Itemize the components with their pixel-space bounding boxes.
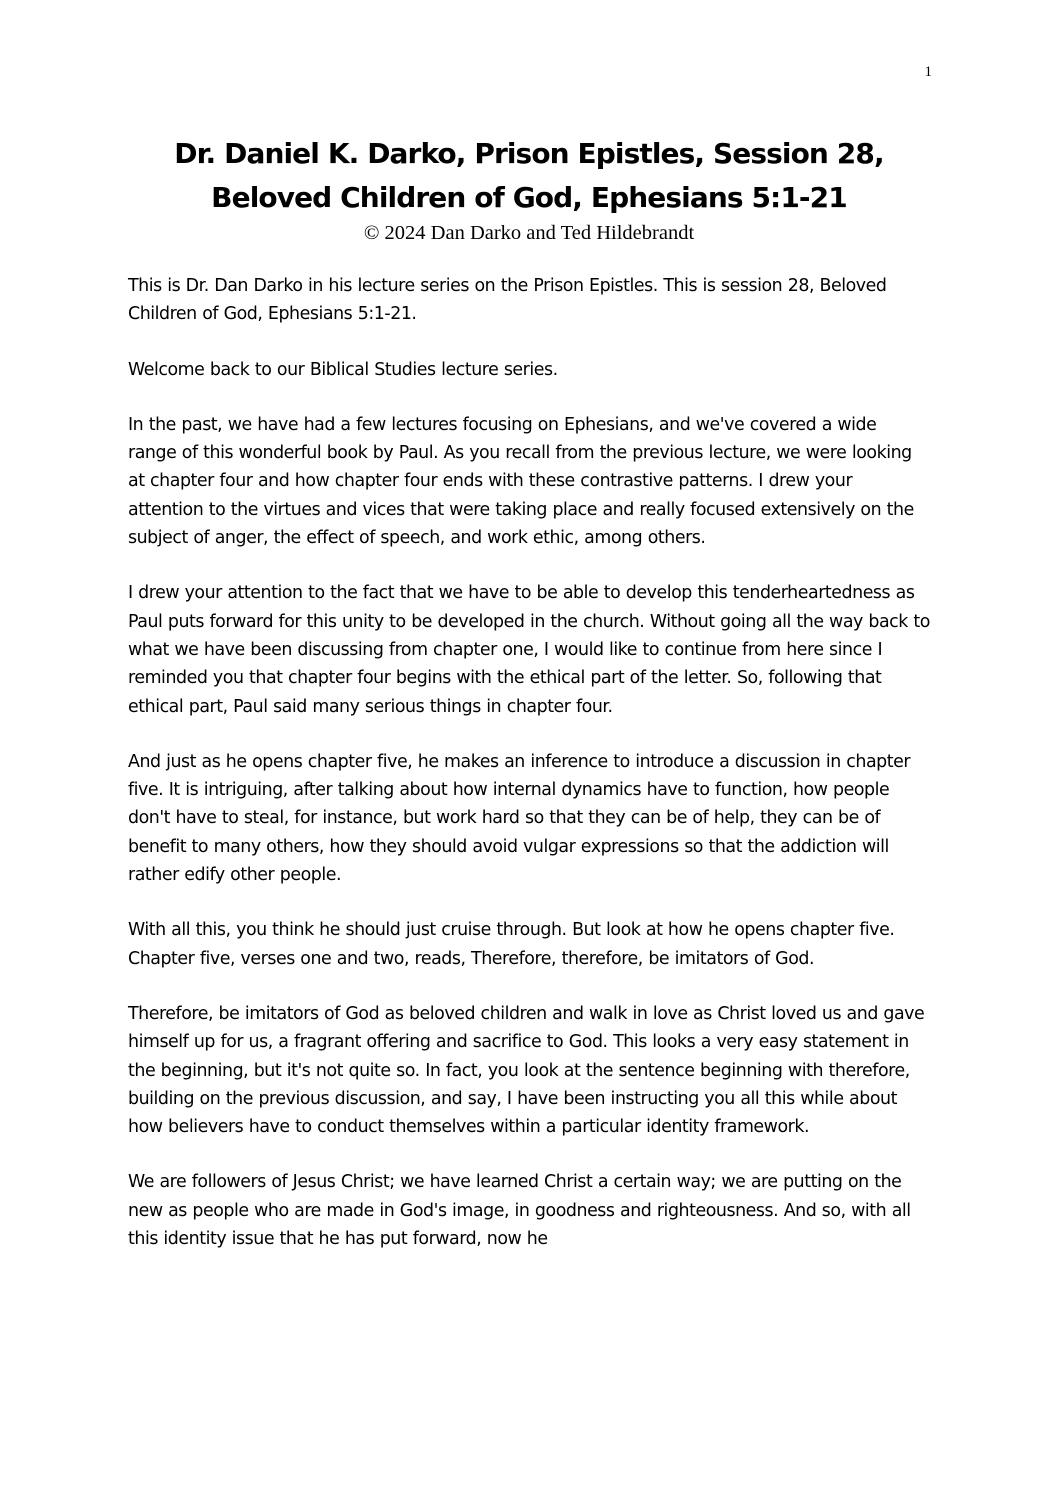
paragraph-welcome: Welcome back to our Biblical Studies lecture series.	[128, 359, 558, 380]
paragraph: I drew your attention to the fact that we have to be able to develop this tenderheartedness as Paul puts forward for this unity to be developed in the church. Without going all the way back to what we have been discussing from chapter one, I would like to continue from here since I reminded you that chapter four begins with the ethical part of the letter. So, following that ethical part, Paul said many serious things in chapter four.	[128, 583, 930, 717]
paragraph-intro: This is Dr. Dan Darko in his lecture series on the Prison Epistles. This is session 28, Beloved Children of God, Ephesians 5:1-21.	[128, 276, 887, 325]
title-line-2: Beloved Children of God, Ephesians 5:1-21	[211, 181, 847, 214]
copyright-line: © 2024 Dan Darko and Ted Hildebrandt	[363, 222, 695, 244]
paragraph: With all this, you think he should just cruise through. But look at how he opens chapter five. Chapter five, verses one and two, reads, Therefore, therefore, be imitators of God.	[128, 920, 895, 969]
document-body	[128, 272, 930, 1280]
document-title	[100, 132, 958, 220]
paragraph: We are followers of Jesus Christ; we have learned Christ a certain way; we are putting on the new as people who are made in God's image, in goodness and righteousness. And so, with all this identity issue that he has put forward, now he	[128, 1172, 911, 1250]
title-line-1: Dr. Daniel K. Darko, Prison Epistles, Session 28,	[174, 137, 884, 170]
paragraph: In the past, we have had a few lectures focusing on Ephesians, and we've covered a wide range of this wonderful book by Paul. As you recall from the previous lecture, we were looking at chapter four and how chapter four ends with these contrastive patterns. I drew your attention to the virtues and vices that were taking place and really focused extensively on the subject of anger, the effect of speech, and work ethic, among others.	[128, 414, 914, 549]
paragraph: And just as he opens chapter five, he makes an inference to introduce a discussion in chapter five. It is intriguing, after talking about how internal dynamics have to function, how people don't have to steal, for instance, but work hard so that they can be of help, they can be of benefit to many others, how they should avoid vulgar expressions so that the addiction will rather edify other people.	[128, 751, 911, 886]
paragraph: Therefore, be imitators of God as beloved children and walk in love as Christ loved us and gave himself up for us, a fragrant offering and sacrifice to God. This looks a very easy statement in the beginning, but it's not quite so. In fact, you look at the sentence beginning with therefore, building on the previous discussion, and say, I have been instructing you all this while about how believers have to conduct themselves within a particular identity framework.	[128, 1003, 925, 1138]
page-number: 1	[924, 64, 932, 80]
document-header	[100, 132, 958, 246]
